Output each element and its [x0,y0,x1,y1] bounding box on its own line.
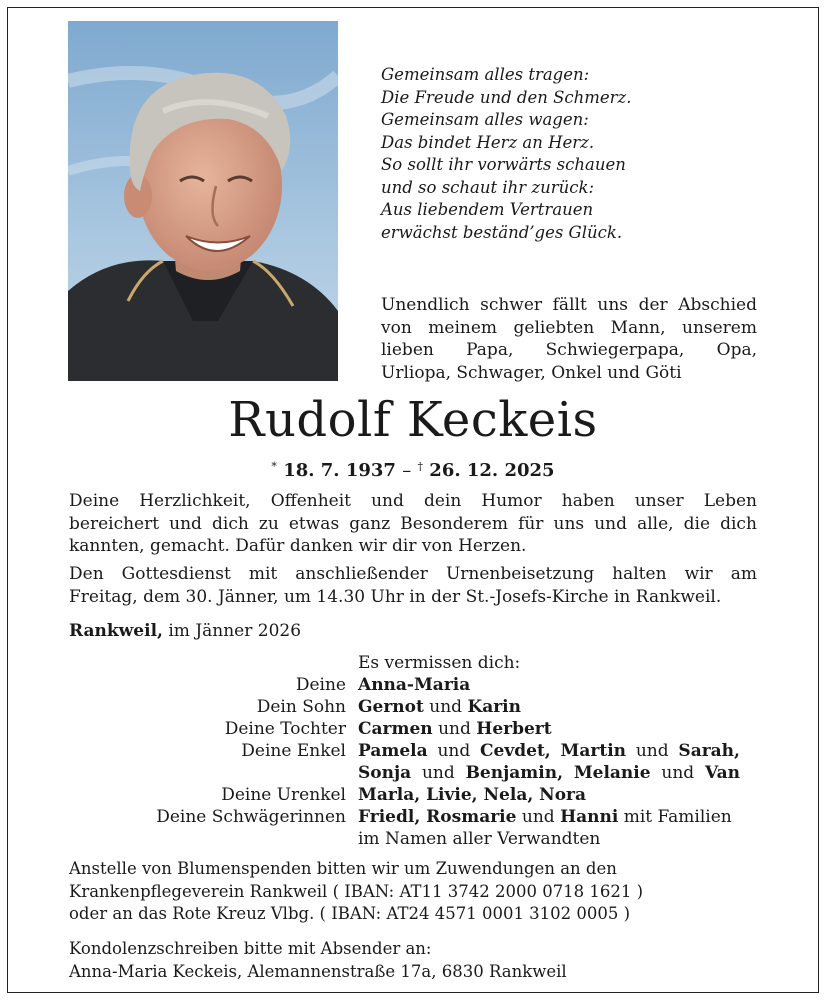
word: für [518,513,544,534]
word: Mann, [610,317,666,338]
word: meinem [428,317,498,338]
donation-note [69,858,689,926]
mourner-name: Van [704,763,740,783]
word: fällt [552,295,587,315]
poem-line: Die Freude und den Schmerz. [381,87,632,107]
word: dein [423,491,462,511]
word: Herzlichkeit, [139,491,251,511]
portrait-photo [68,21,338,381]
intro-line [381,339,757,362]
relation-label: Deine Urenkel [221,785,346,805]
poem-line: und so schaut ihr zurück: [381,177,595,197]
conjunction: und [635,741,669,761]
word: Offenheit [270,491,351,511]
poem-line: Gemeinsam alles wagen: [381,110,589,129]
mourner-name: Sarah, [678,741,740,761]
service-line [69,563,757,586]
poem [381,64,761,244]
word: Urnenbeisetzung [445,564,595,584]
word: Den [69,564,104,584]
mourner-name: Hanni [560,807,619,827]
conjunction: und [437,741,471,761]
poem-line: Gemeinsam alles tragen: [381,65,590,84]
mourner-name: Melanie [573,763,651,783]
mourner-row [0,784,826,806]
mourner-name: Anna-Maria [358,675,471,695]
word: Leben [703,491,757,511]
mourner-row [0,828,826,850]
word: der [638,295,668,315]
tribute-line [69,490,757,513]
word: dich [212,513,249,534]
deceased-name: Rudolf Keckeis [228,392,598,448]
contact-line: Anna-Maria Keckeis, Alemannenstraße 17a, 6830 Rankweil [69,961,567,981]
date-separator: – [402,460,412,481]
mourner-row [0,740,826,762]
word: bereichert [69,513,160,534]
word: Papa, [466,340,514,360]
word: Gottesdienst [121,564,231,584]
word: lieben [381,340,434,360]
mourner-name: Sonja [358,763,412,783]
intro-line [381,317,757,340]
poem-line: So sollt ihr vorwärts schauen [381,155,626,174]
relation-label: Deine Tochter [224,719,346,739]
mourner-name: Marla, Livie, Nela, Nora [358,785,587,805]
mourner-suffix: mit Familien [623,807,732,827]
donation-line: oder an das Rote Kreuz Vlbg. ( IBAN: AT24 4571 0001 3102 0005 ) [69,904,631,923]
place-town: Rankweil, [69,621,163,641]
word: wir [684,564,713,584]
intro-line: Urliopa, Schwager, Onkel und Göti [381,362,682,383]
word: haben [561,491,615,511]
tribute-paragraph [69,490,757,558]
word: und [371,491,404,511]
mourners-header: Es vermissen dich: [358,653,521,673]
birth-date: 18. 7. 1937 [283,460,396,481]
relation-label: Dein Sohn [256,697,346,717]
word: uns [553,513,585,534]
word: Unendlich [381,295,470,315]
word: Humor [481,491,542,511]
service-line: Freitag, dem 30. Jänner, um 14.30 Uhr in der St.-Josefs-Kirche in Rankweil. [69,586,722,607]
word: anschließender [295,564,428,584]
word: Besonderem [400,513,508,534]
word: Schwiegerpapa, [545,340,685,360]
donation-line: Krankenpflegeverein Rankweil ( IBAN: AT11 3742 2000 0718 1621 ) [69,881,644,901]
mourner-name: Friedl, Rosmarie [358,807,517,827]
conjunction: und [421,763,455,783]
word: von [381,317,412,338]
death-symbol: † [417,460,424,473]
poem-line: Das bindet Herz an Herz. [381,132,595,152]
donation-line: Anstelle von Blumenspenden bitten wir um Zuwendungen an den [69,859,617,878]
word: und [594,513,627,534]
conjunction: und [429,697,463,717]
poem-line: Aus liebendem Vertrauen [381,200,594,219]
mourner-row [0,762,826,784]
intro-line [381,294,757,317]
mourner-row [0,718,826,740]
word: unser [634,491,684,511]
place-date [69,620,301,643]
word: unserem [682,317,757,338]
conjunction: und [438,719,471,739]
relatives-note: im Namen aller Verwandten [358,829,601,849]
word: etwas [288,513,340,534]
life-dates [0,455,826,483]
conjunction: und [661,763,695,783]
mourner-name: Karin [467,697,522,717]
mourner-name: Herbert [476,719,552,739]
word: geliebten [513,317,595,338]
word: die [683,513,711,534]
poem-line: erwächst beständ’ges Glück. [381,222,623,242]
mourner-name: Carmen [358,719,433,739]
farewell-intro [381,294,757,384]
conjunction: und [521,807,555,827]
word: Deine [69,491,120,511]
place-month: im Jänner 2026 [168,621,302,641]
condolence-address [69,938,689,983]
mourners-header-row [0,652,826,674]
word: ganz [349,513,391,534]
word: Abschied [678,295,757,315]
tribute-line [69,513,757,536]
mourners-list [0,652,826,850]
relation-label: Deine [295,675,346,695]
mourner-name: Gernot [358,697,424,717]
word: zu [258,513,279,534]
death-date: 26. 12. 2025 [429,460,555,481]
tribute-line: kannten, gemacht. Dafür danken wir dir von Herzen. [69,536,527,556]
word: alle, [637,513,674,534]
mourner-name: Pamela [358,741,428,761]
contact-line: Kondolenzschreiben bitte mit Absender an: [69,939,432,958]
relation-label: Deine Enkel [241,741,346,761]
word: am [730,564,757,584]
relation-label: Deine Schwägerinnen [156,807,346,827]
mourner-name: Cevdet, [480,741,551,761]
mourner-row [0,696,826,718]
mourner-row [0,806,826,828]
service-paragraph [69,563,757,608]
word: schwer [480,295,543,315]
word: uns [597,295,628,315]
word: halten [612,564,667,584]
mourner-name: Martin [560,741,627,761]
word: mit [248,564,278,584]
word: dich [720,513,757,534]
birth-symbol: * [271,460,277,473]
mourner-name: Benjamin, [465,763,563,783]
word: und [169,513,202,534]
word: Opa, [716,340,757,360]
mourner-row [0,674,826,696]
